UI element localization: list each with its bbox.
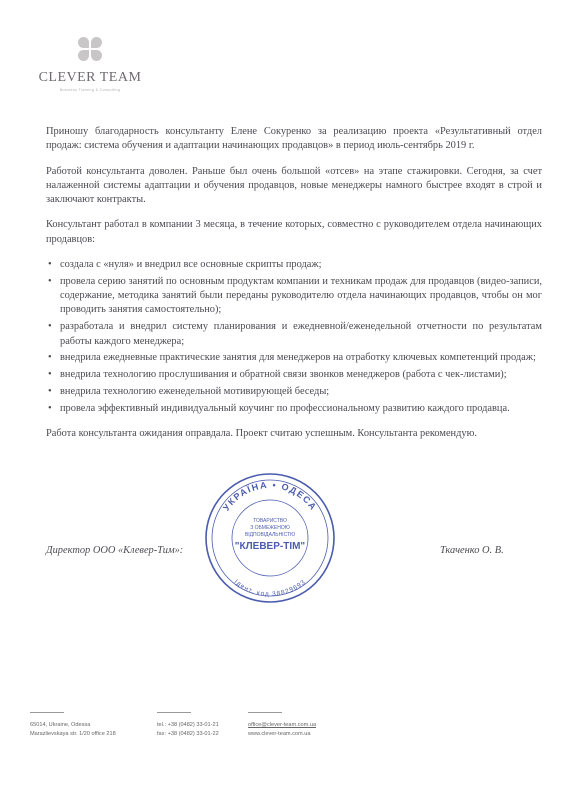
paragraph-satisfaction: Работой консультанта доволен. Раньше был очень большой «отсев» на этапе стажировки. Сегодня, за счет налаженной системы адаптации и обучения продавцов, новые менеджеры намного быстрее входят в строй и заключают контракты. bbox=[46, 165, 542, 206]
bullet-icon: • bbox=[48, 259, 52, 271]
bullet-icon: • bbox=[48, 321, 52, 333]
logo-tagline: Business Training & Consulting bbox=[59, 88, 121, 92]
list-item: • провела эффективный индивидуальный коучинг по профессиональному развитию каждого продавца. bbox=[46, 402, 542, 416]
list-item: • провела серию занятий по основным продуктам компании и техникам продаж для продавцов (видео-записи, содержание, методика занятий были переданы руководителю отдела начинающих продавцов, чтобы он мог проводить занятия самостоятельно); bbox=[48, 275, 542, 316]
bullet-icon: • bbox=[48, 275, 52, 287]
company-stamp bbox=[202, 470, 338, 606]
paragraph-conclusion: Работа консультанта ожидания оправдала. Проект считаю успешным. Консультанта рекомендую. bbox=[46, 428, 477, 440]
list-item: • внедрила технологию прослушивания и обратной связи звонков менеджеров (работа с чек-листами); bbox=[46, 368, 542, 382]
company-logo bbox=[30, 36, 150, 92]
footer-divider bbox=[157, 712, 191, 713]
paragraph-intro: Консультант работал в компании 3 месяца, в течение которых, совместно с руководителем отдела начинающих продавцов: bbox=[46, 219, 542, 245]
footer-contacts bbox=[248, 712, 316, 739]
list-item: • разработала и внедрил систему планирования и ежедневной/еженедельной отчетности по результатам работы каждого менеджера; bbox=[48, 321, 542, 347]
signatory-name: Ткаченко О. В. bbox=[440, 545, 504, 556]
list-item: • внедрила ежедневные практические занятия для менеджеров на отработку ключевых компетенций продаж; bbox=[46, 351, 542, 365]
stamp-line-3: ВІДПОВІДАЛЬНІСТЮ bbox=[244, 532, 296, 538]
stamp-ring-text: УКРАЇНА • ОДЕСА bbox=[221, 479, 319, 513]
paragraph-gratitude: Приношу благодарность консультанту Елене Сокуренко за реализацию проекта «Результативный отдел продаж: система обучения и адаптации начинающих продавцов» в период июль-сентябрь 2019 г. bbox=[46, 126, 542, 152]
stamp-company-name: "КЛЕВЕР-ТІМ" bbox=[234, 541, 306, 552]
achievements-list bbox=[46, 258, 542, 416]
letter-body bbox=[46, 125, 542, 452]
stamp-line-1: ТОВАРИСТВО bbox=[253, 518, 287, 524]
footer-divider bbox=[30, 712, 64, 713]
bullet-icon: • bbox=[48, 402, 52, 414]
email-link[interactable]: office@clever-team.com.ua bbox=[248, 722, 317, 728]
footer-phones: tel.: +38 (0482) 33-01-21 fax: +38 (0482) 33-01-22 bbox=[157, 712, 219, 739]
stamp-line-2: З ОБМЕЖЕНОЮ bbox=[250, 525, 290, 531]
list-item: • внедрила технологию еженедельной мотивирующей беседы; bbox=[46, 385, 542, 399]
stamp-code-text: Ідент. код 38829693 bbox=[232, 578, 308, 599]
footer-address: 65014, Ukraine, Odessa Marazlievskaya str. 1/20 office 218 bbox=[30, 712, 116, 739]
bullet-icon: • bbox=[48, 369, 52, 381]
clover-logo-icon bbox=[77, 36, 103, 62]
signatory-position: Директор ООО «Клевер-Тим»: bbox=[46, 545, 184, 556]
website-link[interactable]: www.clever-team.com.ua bbox=[248, 731, 311, 737]
bullet-icon: • bbox=[48, 385, 52, 397]
logo-name: CLEVER TEAM bbox=[38, 70, 142, 85]
footer-divider bbox=[248, 712, 282, 713]
bullet-icon: • bbox=[48, 352, 52, 364]
list-item: • создала с «нуля» и внедрил все основные скрипты продаж; bbox=[46, 258, 542, 272]
